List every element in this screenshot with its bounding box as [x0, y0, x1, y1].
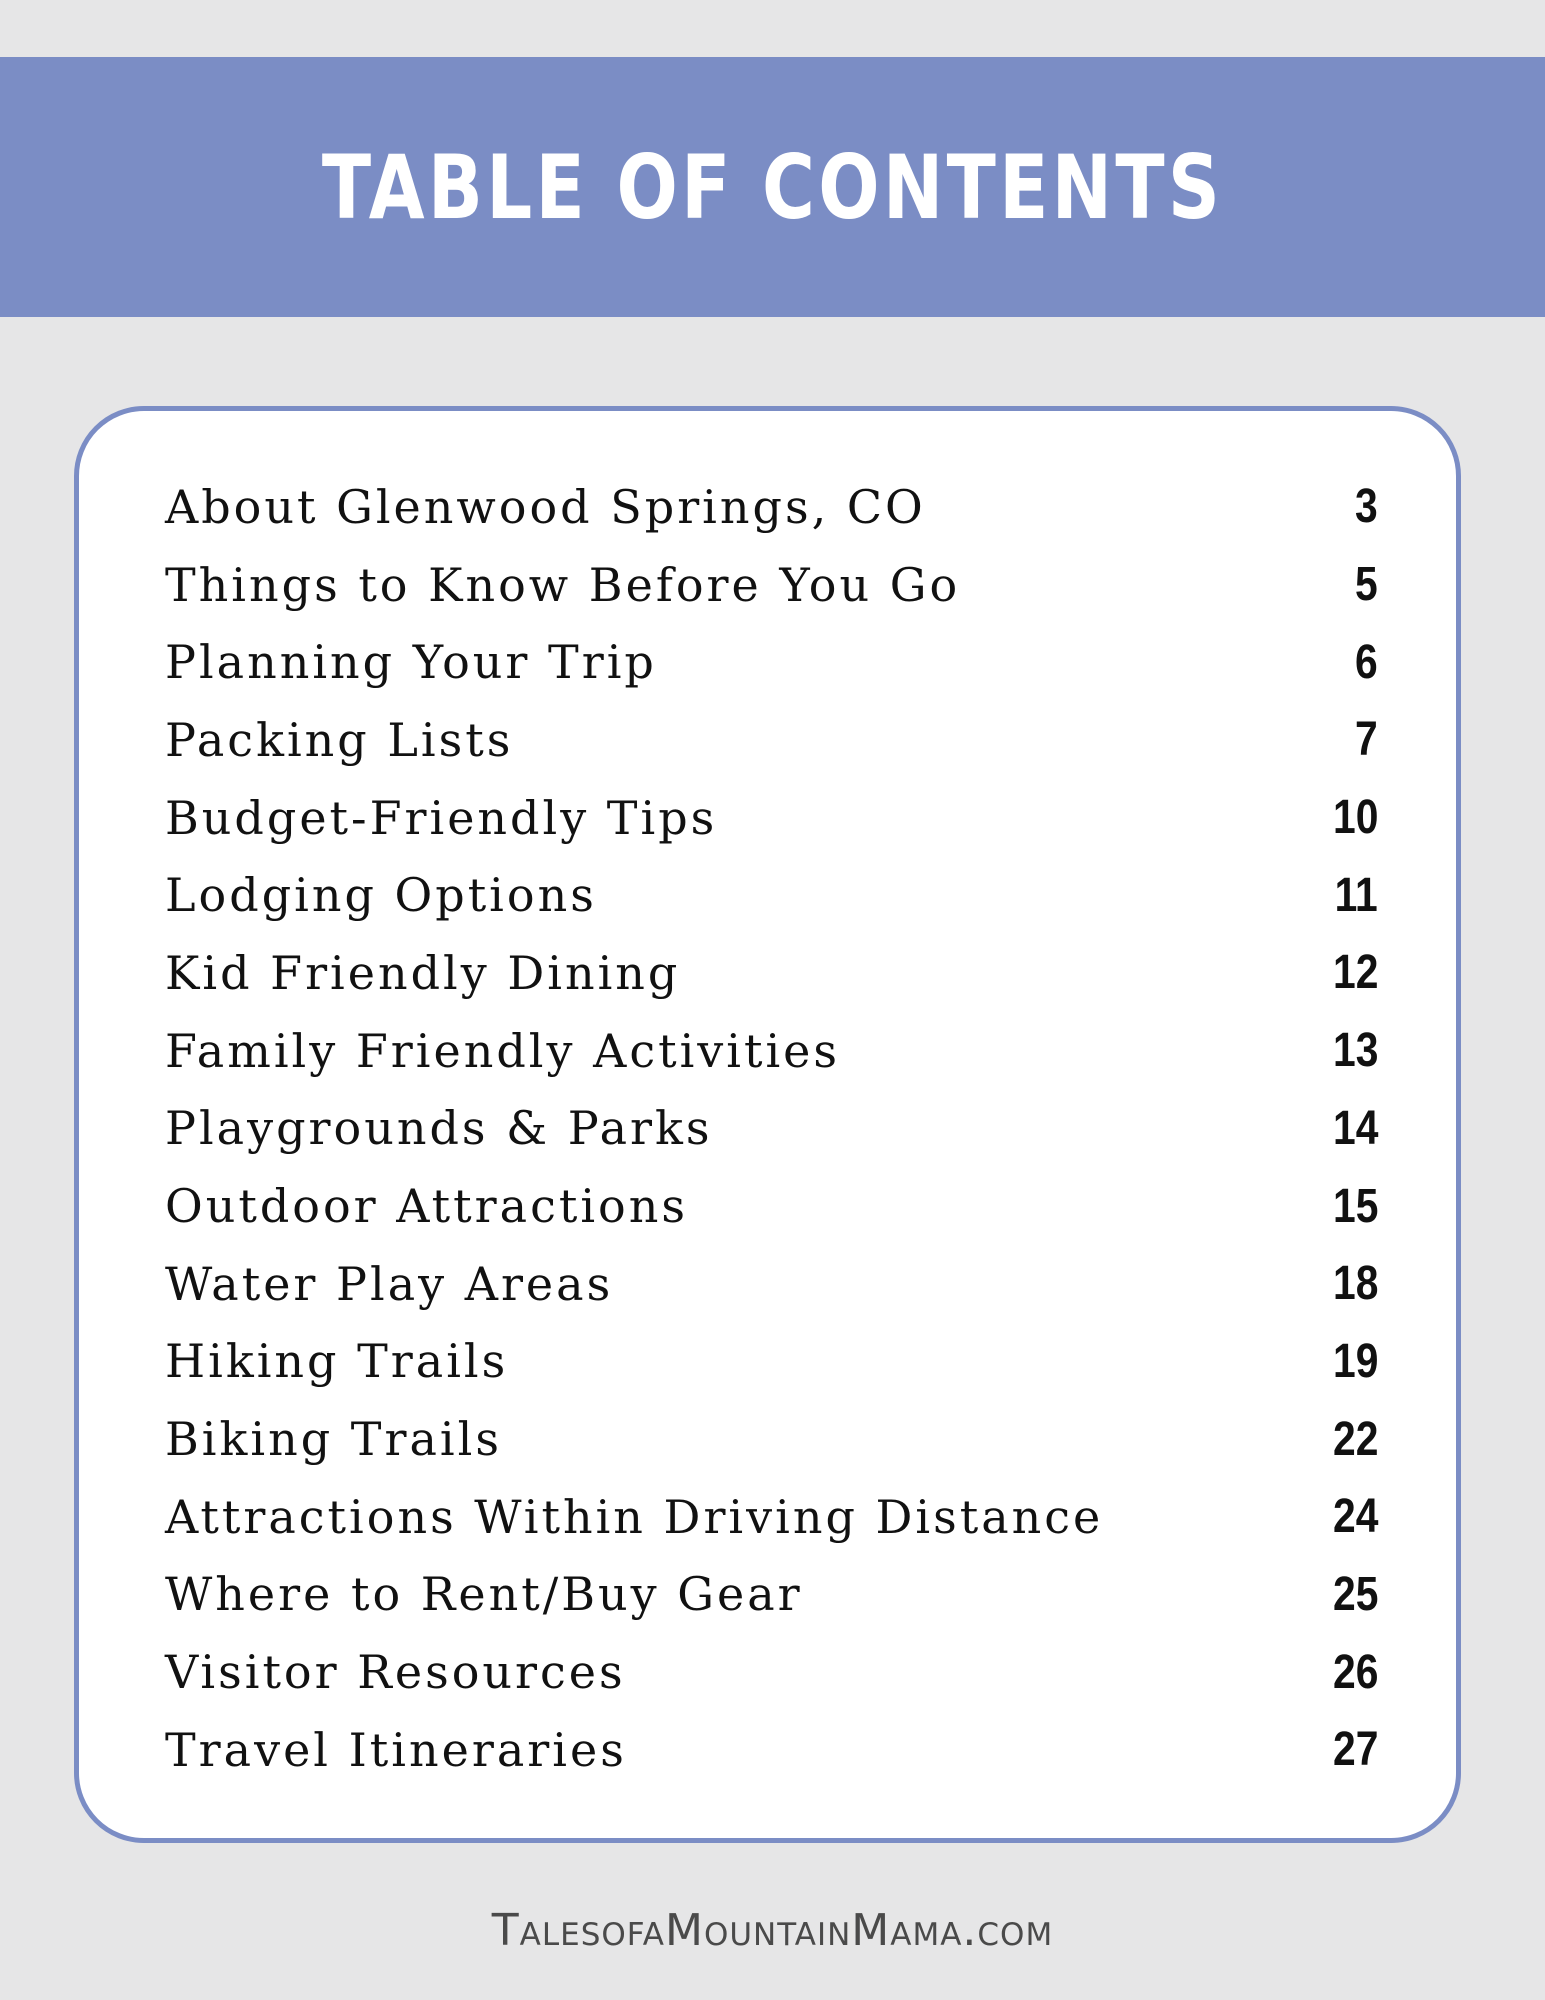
toc-entry-label: Playgrounds & Parks — [165, 1101, 713, 1156]
toc-entry-label: Attractions Within Driving Distance — [165, 1489, 1104, 1544]
toc-entry[interactable] — [165, 468, 1378, 546]
toc-entry[interactable] — [165, 1167, 1378, 1245]
toc-card — [74, 406, 1461, 1843]
toc-entry-page: 22 — [1332, 1412, 1378, 1466]
toc-entry-page: 6 — [1355, 635, 1378, 689]
toc-entry-label: Packing Lists — [165, 712, 514, 767]
toc-entry-label: Water Play Areas — [165, 1256, 614, 1311]
toc-entry-page: 11 — [1334, 868, 1378, 922]
toc-entry-page: 19 — [1332, 1334, 1378, 1388]
toc-entry[interactable] — [165, 856, 1378, 934]
toc-entry-label: Kid Friendly Dining — [165, 945, 681, 1000]
toc-entry-page: 14 — [1332, 1101, 1378, 1155]
toc-entry-page: 10 — [1332, 791, 1378, 845]
toc-entry-label: About Glenwood Springs, CO — [165, 479, 926, 534]
toc-entry[interactable] — [165, 1090, 1378, 1168]
toc-entry[interactable] — [165, 1323, 1378, 1401]
toc-entry[interactable] — [165, 546, 1378, 624]
toc-entry[interactable] — [165, 779, 1378, 857]
toc-entry-label: Visitor Resources — [165, 1645, 626, 1700]
toc-entry-page: 3 — [1355, 480, 1378, 534]
toc-list — [165, 468, 1378, 1789]
toc-entry-page: 7 — [1355, 713, 1378, 767]
toc-entry-label: Outdoor Attractions — [165, 1179, 688, 1234]
toc-entry[interactable] — [165, 1012, 1378, 1090]
toc-entry[interactable] — [165, 701, 1378, 779]
toc-entry[interactable] — [165, 1245, 1378, 1323]
toc-entry[interactable] — [165, 1711, 1378, 1789]
toc-entry-label: Planning Your Trip — [165, 635, 657, 690]
toc-entry-label: Things to Know Before You Go — [165, 557, 961, 612]
toc-entry-page: 15 — [1332, 1179, 1378, 1233]
footer-website[interactable]: TalesofaMountainMama.com — [491, 1905, 1054, 1956]
toc-entry-label: Lodging Options — [165, 868, 597, 923]
header-banner — [0, 57, 1545, 317]
toc-entry-label: Hiking Trails — [165, 1334, 509, 1389]
toc-entry[interactable] — [165, 1400, 1378, 1478]
toc-entry[interactable] — [165, 1633, 1378, 1711]
toc-entry[interactable] — [165, 934, 1378, 1012]
toc-entry-label: Family Friendly Activities — [165, 1023, 841, 1078]
toc-entry-page: 18 — [1332, 1257, 1378, 1311]
toc-entry-label: Where to Rent/Buy Gear — [165, 1567, 803, 1622]
toc-entry-page: 27 — [1332, 1723, 1378, 1777]
toc-entry-page: 12 — [1332, 946, 1378, 1000]
toc-entry-page: 24 — [1332, 1490, 1378, 1544]
toc-entry-label: Travel Itineraries — [165, 1722, 627, 1777]
toc-entry-label: Biking Trails — [165, 1412, 502, 1467]
toc-entry-page: 26 — [1332, 1645, 1378, 1699]
toc-entry[interactable] — [165, 1478, 1378, 1556]
page-title: TABLE OF CONTENTS — [321, 135, 1224, 239]
toc-entry-page: 25 — [1332, 1567, 1378, 1621]
toc-entry-page: 13 — [1332, 1024, 1378, 1078]
toc-entry-label: Budget-Friendly Tips — [165, 790, 718, 845]
toc-entry[interactable] — [165, 1556, 1378, 1634]
toc-entry[interactable] — [165, 623, 1378, 701]
toc-entry-page: 5 — [1355, 558, 1378, 612]
